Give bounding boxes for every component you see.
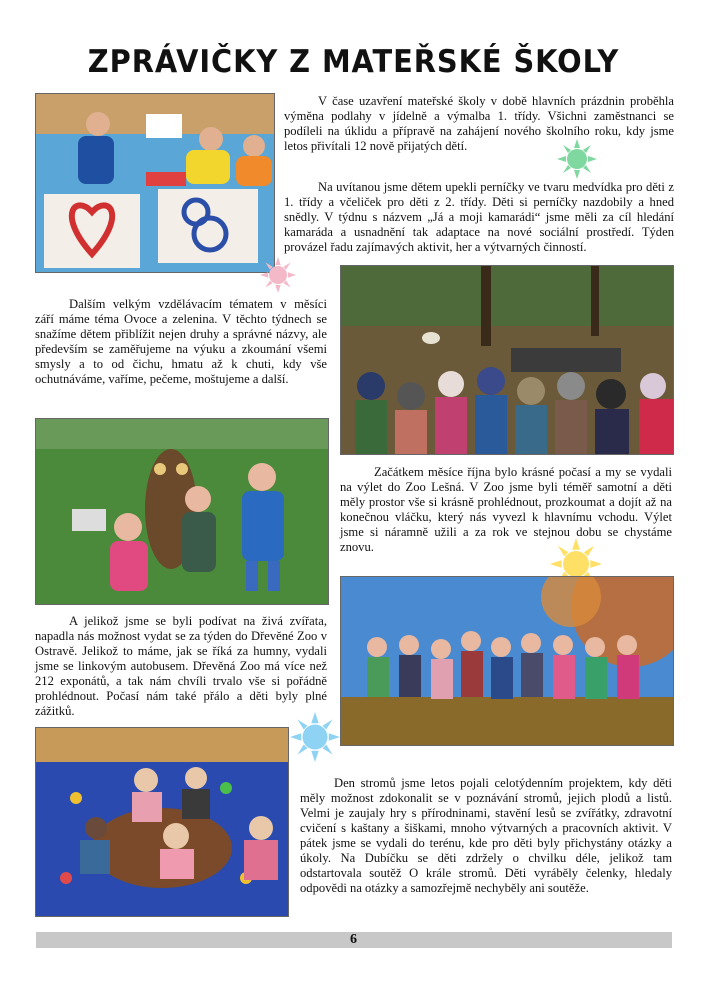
article-paragraph: Den stromů jsme letos pojali celotýdenním projektem, kdy děti měly možnost zdokonalit se v poznávání stromů, jejich plodů a listů. Velmi je zaujaly hry s přírodninami, stavění lesů se zvířátky, zdravotní cvičení s kaštany a šiškami, mnoho výtvarných a pracovních aktivit. V pátek jsme se vydali do terénu, kde pro děti byly přichystány otázky a úkoly. Na Dubíčku se děti zdržely o chvilku déle, jelikož tam odstartovala soutěž O krále stromů. Děti vyráběly čelenky, hledaly odpovědi na otázky a samozřejmě nechyběly ani soutěže. <box>300 776 672 895</box>
photo-tree-day-carpet <box>35 727 289 917</box>
page-number: 6 <box>350 932 357 947</box>
page-title: ZPRÁVIČKY Z MATEŘSKÉ ŠKOLY <box>87 44 620 80</box>
sun-pink-icon <box>260 257 296 293</box>
article-paragraph: Začátkem měsíce října bylo krásné počasí a my se vydali na výlet do Zoo Lešná. V Zoo jsme byli téměř samotní a děti měly prostor vše si krásně prohlédnout, prozkoumat a dojít až na konečnou vláčku, který nás vyvezl k hlavnímu vchodu. Výlet jsme si náramně užili a za rok ve stejnou dobu se chystáme znovu. <box>340 465 672 554</box>
article-paragraph: Dalším velkým vzdělávacím tématem v měsíci září máme téma Ovoce a zelenina. V těchto týdnech se snažíme dětem přiblížit nejen druhy a správné názvy, ale především se zaměřujeme na výuku a zkoumání všemi smysly a to od čichu, hmatu až k chuti, kdy vše ochutnáváme, vaříme, pečeme, moštujeme a další. <box>35 297 327 386</box>
article-paragraph: V čase uzavření mateřské školy v době hlavních prázdnin proběhla výměna podlahy v jídelně a výmalba 1. třídy. Všichni zaměstnanci se podíleli na úklidu a přípravě na zahájení nového školního roku, kdy jsme letos přivítali 12 nově přijatých dětí. <box>284 94 674 153</box>
photo-wooden-zoo-owl <box>35 418 329 605</box>
photo-children-crafts <box>35 93 275 273</box>
article-paragraph: Na uvítanou jsme dětem upekli perníčky ve tvaru medvídka pro děti z 1. třídy a včeliček pro děti z 2. třídy. Děti si perníčky nazdobily a hned snědly. V týdnu s názvem „Já a moji kamarádi“ jsme měli za cíl hledání kamaráda a usnadnění tak adaptace na nové sociální prostředí. Týden provázel řadu zajímavých aktivit, her a výtvarných činností. <box>284 180 674 254</box>
sun-blue-icon <box>290 712 340 762</box>
article-paragraph: A jelikož jsme se byli podívat na živá zvířata, napadla nás možnost vydat se za týden do Dřevěné Zoo v Ostravě. Jelikož to máme, jak se říká za humny, vydali jsme se linkovým autobusem. Dřevěná Zoo má více než 212 exponátů, a tak nám chvíli trvalo vše si pořádně prohlédnout. Počasí nám také přálo a děti byly plné zážitků. <box>35 614 327 718</box>
photo-autumn-group <box>340 576 674 746</box>
photo-zoo-lesna-group <box>340 265 674 455</box>
